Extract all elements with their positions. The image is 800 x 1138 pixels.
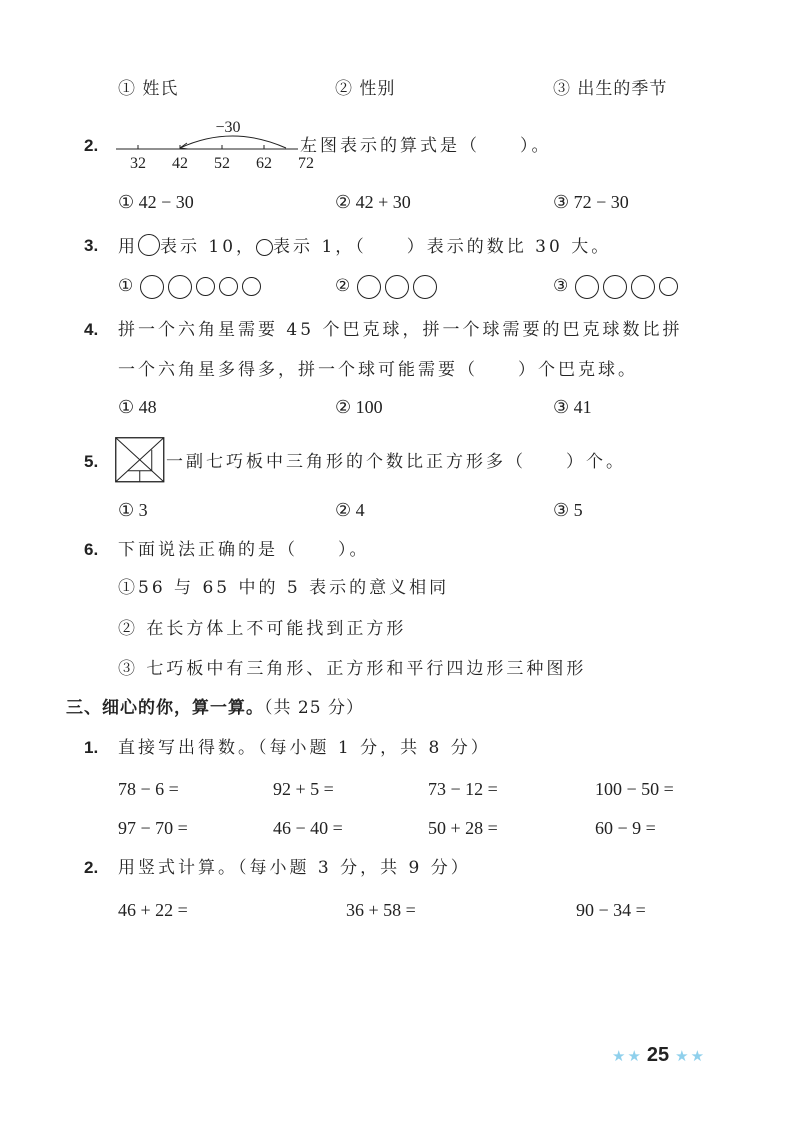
part2-text: 用竖式计算。（每小题 3 分，共 9 分） bbox=[118, 858, 471, 878]
big-circle-icon bbox=[138, 234, 160, 256]
equation: 92 + 5 = bbox=[273, 779, 334, 799]
part2-number: 2. bbox=[84, 858, 99, 877]
q3-option-3-label: ③ bbox=[553, 276, 570, 296]
equation: 36 + 58 = bbox=[346, 900, 416, 920]
q1-option-3: ③ 出生的季节 bbox=[553, 79, 668, 99]
q3-text-pre: 用 bbox=[118, 237, 138, 257]
big-circle-icon bbox=[575, 275, 599, 299]
number-line-arc bbox=[180, 136, 286, 148]
q5-option-3: ③ 5 bbox=[553, 500, 583, 520]
tangram-icon bbox=[115, 437, 165, 483]
q4-option-3: ③ 41 bbox=[553, 397, 592, 417]
q6-number: 6. bbox=[84, 540, 99, 559]
number-line-tick-label: 72 bbox=[298, 155, 314, 172]
q2-option-1: ① 42 − 30 bbox=[118, 192, 194, 212]
big-circle-icon bbox=[357, 275, 381, 299]
section-3-title: 三、细心的你，算一算。 bbox=[66, 698, 264, 718]
big-circle-icon bbox=[603, 275, 627, 299]
page-number: 25 bbox=[646, 1044, 670, 1066]
q3-option-2 bbox=[335, 274, 437, 299]
q3-option-1 bbox=[118, 274, 261, 299]
star-icon: ★ bbox=[612, 1046, 626, 1065]
page-footer bbox=[612, 1044, 704, 1067]
star-icon: ★ bbox=[627, 1046, 641, 1065]
q6-text: 下面说法正确的是（ ）。 bbox=[118, 540, 370, 560]
star-icon: ★ bbox=[690, 1046, 705, 1065]
q4-option-2: ② 100 bbox=[335, 397, 383, 417]
equation: 46 + 22 = bbox=[118, 900, 188, 920]
q2-text: 左图表示的算式是（ ）。 bbox=[300, 136, 552, 156]
q5-number: 5. bbox=[84, 452, 99, 471]
q1-option-2: ② 性别 bbox=[335, 79, 396, 99]
equation: 46 − 40 = bbox=[273, 818, 343, 838]
small-circle-icon bbox=[219, 277, 238, 296]
big-circle-icon bbox=[168, 275, 192, 299]
small-circle-icon bbox=[196, 277, 215, 296]
number-line-tick-label: 62 bbox=[256, 155, 272, 172]
part1-text: 直接写出得数。（每小题 1 分，共 8 分） bbox=[118, 738, 491, 758]
q3-option-2-circles bbox=[357, 275, 437, 299]
q4-number: 4. bbox=[84, 320, 99, 339]
q3-option-2-label: ② bbox=[335, 276, 352, 296]
q4-option-1: ① 48 bbox=[118, 397, 157, 417]
q6-option-2: ② 在长方体上不可能找到正方形 bbox=[118, 619, 407, 639]
star-icon: ★ bbox=[675, 1046, 689, 1065]
q1-option-1: ① 姓氏 bbox=[118, 79, 179, 99]
big-circle-icon bbox=[631, 275, 655, 299]
q3-option-3 bbox=[553, 274, 678, 299]
q3-text-mid2: 表示 1，（ ）表示的数比 30 大。 bbox=[273, 237, 612, 257]
equation: 78 − 6 = bbox=[118, 779, 179, 799]
small-circle-icon bbox=[659, 277, 678, 296]
equation: 100 − 50 = bbox=[595, 779, 674, 799]
q3-option-1-label: ① bbox=[118, 276, 135, 296]
q3-text-mid1: 表示 10， bbox=[160, 237, 257, 257]
q2-option-3: ③ 72 − 30 bbox=[553, 192, 629, 212]
q6-option-3: ③ 七巧板中有三角形、正方形和平行四边形三种图形 bbox=[118, 659, 587, 679]
q3-number: 3. bbox=[84, 236, 99, 255]
q4-text-line1: 拼一个六角星需要 45 个巴克球，拼一个球需要的巴克球数比拼 bbox=[118, 320, 683, 340]
number-line-jump-label: −30 bbox=[215, 119, 241, 136]
equation: 97 − 70 = bbox=[118, 818, 188, 838]
equation: 90 − 34 = bbox=[576, 900, 646, 920]
part1-number: 1. bbox=[84, 738, 99, 757]
section-3-heading bbox=[66, 696, 364, 720]
q3-text bbox=[118, 234, 611, 259]
number-line-tick-label: 52 bbox=[214, 155, 230, 172]
q4-text-line2: 一个六角星多得多，拼一个球可能需要（ ）个巴克球。 bbox=[118, 360, 638, 380]
equation: 50 + 28 = bbox=[428, 818, 498, 838]
big-circle-icon bbox=[413, 275, 437, 299]
number-line-diagram bbox=[116, 118, 314, 178]
q2-number: 2. bbox=[84, 136, 99, 155]
number-line-tick-label: 42 bbox=[172, 155, 188, 172]
q2-option-2: ② 42 + 30 bbox=[335, 192, 411, 212]
big-circle-icon bbox=[140, 275, 164, 299]
number-line-tick-label: 32 bbox=[130, 155, 146, 172]
equation: 73 − 12 = bbox=[428, 779, 498, 799]
q5-text: 一副七巧板中三角形的个数比正方形多（ ）个。 bbox=[166, 452, 626, 472]
q5-option-1: ① 3 bbox=[118, 500, 148, 520]
q6-option-1: ①56 与 65 中的 5 表示的意义相同 bbox=[118, 578, 450, 598]
big-circle-icon bbox=[385, 275, 409, 299]
q5-option-2: ② 4 bbox=[335, 500, 365, 520]
q3-option-1-circles bbox=[140, 275, 261, 299]
q3-option-3-circles bbox=[575, 275, 678, 299]
section-3-score: （共 25 分） bbox=[264, 698, 364, 718]
small-circle-icon bbox=[242, 277, 261, 296]
equation: 60 − 9 = bbox=[595, 818, 656, 838]
small-circle-icon bbox=[256, 239, 273, 256]
